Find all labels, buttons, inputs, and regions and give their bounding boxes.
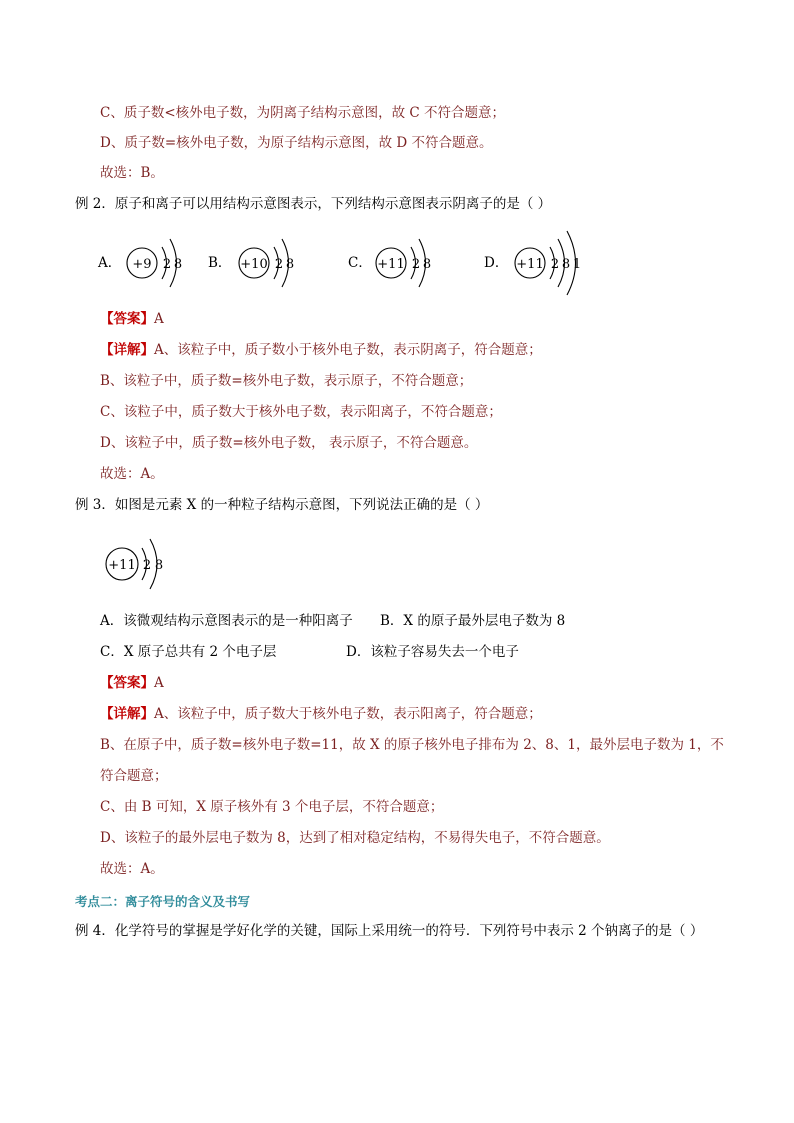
nucleus-charge: +10 [240, 257, 268, 272]
nucleus-charge: +11 [516, 257, 544, 272]
nucleus-charge: +11 [108, 558, 136, 573]
ex2-option-d-diagram [510, 226, 600, 300]
shell-1-electrons: 2 [411, 257, 421, 272]
ex2-detail-d: D、该粒子中，质子数=核外电子数， 表示原子，不符合题意。 [100, 435, 478, 451]
ex2-option-c-label: C． [348, 255, 372, 271]
ex2-choice: 故选：A。 [100, 466, 164, 482]
section-title: 考点二：离子符号的含义及书写 [75, 894, 251, 909]
ex3-option-c: C．X 原子总共有 2 个电子层 [100, 644, 277, 660]
ex1-option-d-explanation: D、质子数=核外电子数，为原子结构示意图，故 D 不符合题意。 [100, 135, 493, 151]
ex2-stem: 例 2．原子和离子可以用结构示意图表示，下列结构示意图表示阴离子的是（ ） [75, 196, 552, 212]
ex2-detail-a [100, 341, 542, 359]
detail-text: A、该粒子中，质子数小于核外电子数，表示阴离子，符合题意； [154, 342, 542, 358]
ex3-stem: 例 3．如图是元素 X 的一种粒子结构示意图，下列说法正确的是（ ） [75, 497, 489, 513]
detail-text: A、该粒子中，质子数大于核外电子数，表示阳离子，符合题意； [154, 706, 542, 722]
ex3-option-a: A．该微观结构示意图表示的是一种阳离子 [100, 613, 353, 629]
detail-tag: 【详解】 [100, 342, 154, 358]
shell-1-electrons: 2 [274, 257, 284, 272]
answer-value: A [154, 311, 164, 327]
ex3-answer [100, 674, 164, 692]
ex3-detail-d: D、该粒子的最外层电子数为 8，达到了相对稳定结构，不易得失电子，不符合题意。 [100, 830, 610, 846]
ex2-answer [100, 310, 164, 328]
shell-2-electrons: 8 [561, 257, 571, 272]
ex2-option-b-diagram [234, 232, 314, 294]
shell-2-electrons: 8 [173, 257, 183, 272]
ex3-detail-b-cont: 符合题意； [100, 768, 168, 784]
ex1-option-c-explanation: C、质子数<核外电子数，为阴离子结构示意图，故 C 不符合题意； [100, 105, 506, 121]
ex3-option-b: B．X 的原子最外层电子数为 8 [380, 613, 566, 629]
ex3-choice: 故选：A。 [100, 861, 164, 877]
ex2-detail-b: B、该粒子中，质子数=核外电子数，表示原子，不符合题意； [100, 373, 473, 389]
answer-tag: 【答案】 [100, 675, 154, 691]
shell-1-electrons: 2 [142, 558, 152, 573]
ex2-detail-c: C、该粒子中，质子数大于核外电子数，表示阳离子，不符合题意； [100, 404, 502, 420]
ex4-stem: 例 4．化学符号的掌握是学好化学的关键，国际上采用统一的符号．下列符号中表示 2 个钠离子的是（ ） [75, 923, 704, 939]
ex2-option-d-label: D． [484, 255, 509, 271]
ex3-detail-a [100, 705, 542, 723]
answer-tag: 【答案】 [100, 311, 154, 327]
ex2-option-c-diagram [371, 232, 451, 294]
shell-2-electrons: 8 [154, 558, 164, 573]
nucleus-charge: +11 [377, 257, 405, 272]
ex3-detail-c: C、由 B 可知，X 原子核外有 3 个电子层，不符合题意； [100, 799, 444, 815]
shell-1-electrons: 2 [550, 257, 560, 272]
ex2-option-a-diagram [122, 232, 202, 294]
shell-2-electrons: 8 [285, 257, 295, 272]
detail-tag: 【详解】 [100, 706, 154, 722]
answer-value: A [154, 675, 164, 691]
ex2-option-b-label: B． [208, 255, 232, 271]
shell-1-electrons: 2 [162, 257, 172, 272]
ex3-diagram [100, 533, 180, 595]
ex3-option-d: D．该粒子容易失去一个电子 [346, 644, 519, 660]
ex3-detail-b: B、在原子中，质子数=核外电子数=11，故 X 的原子核外电子排布为 2、8、1，最外层电子数为 1，不 [100, 737, 724, 753]
nucleus-charge: +9 [132, 257, 152, 272]
shell-2-electrons: 8 [422, 257, 432, 272]
shell-3-electrons: 1 [572, 257, 582, 272]
ex2-option-a-label: A． [98, 255, 122, 271]
ex1-choice: 故选：B。 [100, 165, 164, 181]
